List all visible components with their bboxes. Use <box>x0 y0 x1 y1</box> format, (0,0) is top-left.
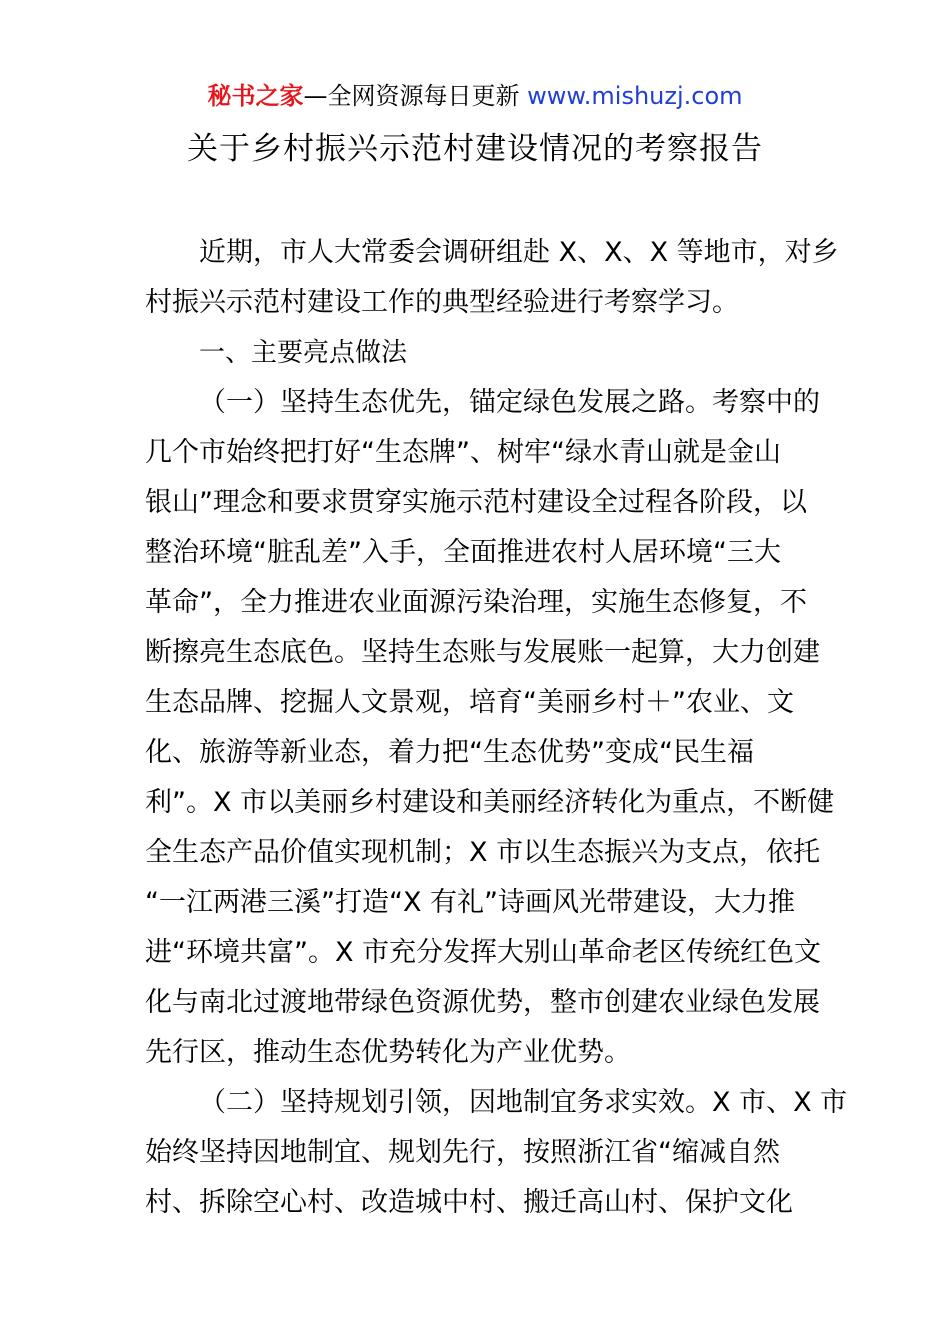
paragraph-line: 近期，市人大常委会调研组赴 X、X、X 等地市，对乡 <box>199 237 839 268</box>
paragraph-line: 整治环境“脏乱差”入手，全面推进农村人居环境“三大 <box>145 537 781 568</box>
paragraph-line: 化、旅游等新业态，着力把“生态优势”变成“民生福 <box>145 737 754 768</box>
document-title: 关于乡村振兴示范村建设情况的考察报告 <box>187 131 763 167</box>
paragraph-line: 利”。X 市以美丽乡村建设和美丽经济转化为重点，不断健 <box>145 787 835 818</box>
paragraph-line: “一江两港三溪”打造“X 有礼”诗画风光带建设，大力推 <box>145 887 796 918</box>
paragraph-line: 全生态产品价值实现机制；X 市以生态振兴为支点，依托 <box>145 837 821 868</box>
paragraph-line: 银山”理念和要求贯穿实施示范村建设全过程各阶段，以 <box>145 487 807 518</box>
paragraph-line: 革命”，全力推进农业面源污染治理，实施生态修复，不 <box>145 587 807 618</box>
section-heading: 一、主要亮点做法 <box>199 338 408 368</box>
paragraph-line: 村振兴示范村建设工作的典型经验进行考察学习。 <box>145 287 739 318</box>
paragraph-line: 先行区，推动生态优势转化为产业优势。 <box>145 1037 631 1068</box>
site-brand: 秘书之家 <box>207 82 304 110</box>
site-header <box>0 80 950 112</box>
paragraph-line: 化与南北过渡地带绿色资源优势，整市创建农业绿色发展 <box>145 987 820 1018</box>
paragraph-line: （二）坚持规划引领，因地制宜务求实效。X 市、X 市 <box>199 1087 848 1118</box>
paragraph-line: 生态品牌、挖掘人文景观，培育“美丽乡村＋”农业、文 <box>145 687 794 718</box>
paragraph-line: 断擦亮生态底色。坚持生态账与发展账一起算，大力创建 <box>145 637 820 668</box>
site-url[interactable]: www.mishuzj.com <box>527 82 743 110</box>
site-slogan: —全网资源每日更新 <box>303 82 528 110</box>
paragraph-line: 村、拆除空心村、改造城中村、搬迁高山村、保护文化 <box>145 1187 793 1218</box>
paragraph-line: 始终坚持因地制宜、规划先行，按照浙江省“缩减自然 <box>145 1137 780 1168</box>
paragraph-line: 进“环境共富”。X 市充分发挥大别山革命老区传统红色文 <box>145 937 822 968</box>
document-body <box>145 228 848 1228</box>
paragraph-line: （一）坚持生态优先，锚定绿色发展之路。考察中的 <box>199 387 820 418</box>
paragraph-line: 几个市始终把打好“生态牌”、树牢“绿水青山就是金山 <box>145 437 781 468</box>
